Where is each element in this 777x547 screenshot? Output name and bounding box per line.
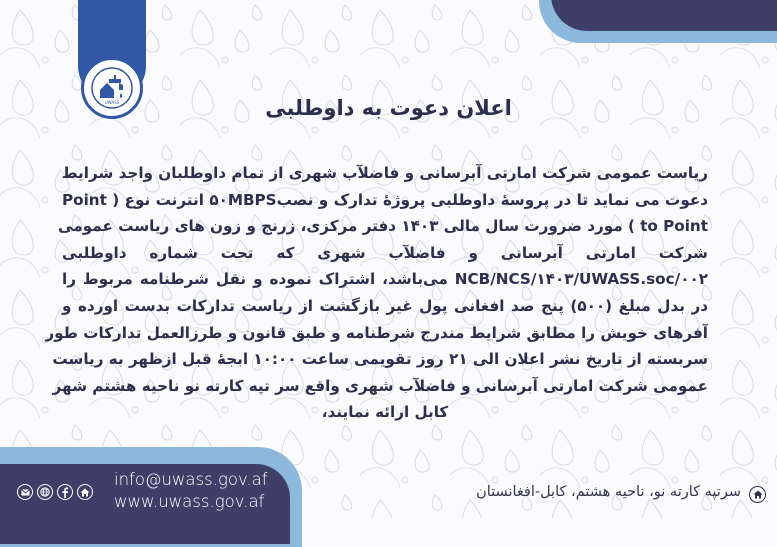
home-icon[interactable] <box>77 484 93 500</box>
email-icon[interactable] <box>17 484 33 500</box>
body-line: دعوت می نماید تا در پروسهٔ داوطلبی پروژهٔ تدارک و نصب۵۰MBPS انترنت نوع ( Point <box>62 190 709 209</box>
email-link[interactable]: info@uwass.gov.af <box>114 470 268 489</box>
body-line: ۰۰۲/NCB/NCS/۱۴۰۳/UWASS.soc می‌باشد، اشتراک نموده و نقل شرطنامه مربوط را <box>62 270 708 289</box>
body-line: to Point ) مورد ضرورت سال مالی ۱۴۰۳ دفتر مرکزی، زرنج و زون های ریاست عمومی <box>58 217 708 236</box>
body-line: آفرهای خویش را مطابق شرایط مندرج شرطنامه و طبق قانون و طرزالعمل تدارکات طور <box>45 323 708 342</box>
announcement-body <box>45 160 709 426</box>
body-line: در بدل مبلغ (۵۰۰) پنج صد افغانی پول غیر بازگشت از ریاست تدارکات بدست اورده و <box>62 296 709 315</box>
facebook-icon[interactable] <box>57 484 73 500</box>
footer-social-icons <box>17 484 93 500</box>
body-line: عمومی شرکت امارتی آبرسانی و فاضلآب شهری واقع سر تپه کارته نو ناحیه هشتم شهر <box>52 376 708 395</box>
home-address-icon <box>749 486 766 503</box>
svg-text:UWASS: UWASS <box>104 100 120 105</box>
body-line: ریاست عمومی شرکت امارتی آبرسانی و فاضلآب شهری از تمام داوطلبان واجد شرایط <box>61 164 708 182</box>
address-text: سرتپه کارته نو، ناحیه هشتم، کابل-افغانستان <box>476 484 741 500</box>
body-line: شرکت امارتی آبرسانی و فاضلآب شهری که تحت شماره داوطلبی <box>62 243 708 262</box>
body-line: سربسته از تاریخ نشر اعلان الی ۲۱ روز تقویمی ساعت ۱۰:۰۰ ابجهٔ قبل ازظهر به ریاست <box>52 350 708 369</box>
footer-contact <box>114 469 268 513</box>
top-right-header-band <box>551 0 777 31</box>
website-link[interactable]: www.uwass.gov.af <box>114 492 265 511</box>
globe-icon[interactable] <box>37 484 53 500</box>
announcement-title: اعلان دعوت به داوطلبی <box>265 96 512 120</box>
body-line: کابل ارائه نمایند، <box>321 403 449 422</box>
